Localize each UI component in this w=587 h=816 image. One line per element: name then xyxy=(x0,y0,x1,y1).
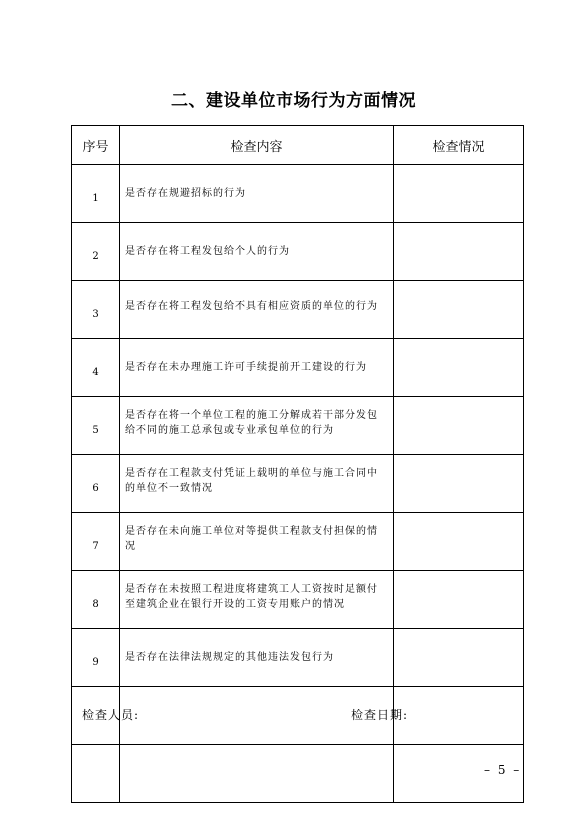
table-header-row xyxy=(72,126,524,165)
table-row xyxy=(72,397,524,455)
row-result-cell[interactable] xyxy=(394,339,524,397)
page-number: – 5 – xyxy=(484,763,522,777)
table-row xyxy=(72,339,524,397)
row-result-cell[interactable] xyxy=(394,629,524,687)
row-number: 9 xyxy=(72,629,120,687)
row-content: 是否存在未按照工程进度将建筑工人工资按时足额付至建筑企业在银行开设的工资专用账户的情况 xyxy=(120,571,394,629)
row-number: 7 xyxy=(72,513,120,571)
row-content: 是否存在未向施工单位对等提供工程款支付担保的情况 xyxy=(120,513,394,571)
table-row-empty xyxy=(72,687,524,745)
row-content: 是否存在将工程发包给不具有相应资质的单位的行为 xyxy=(120,281,394,339)
row-result-cell[interactable] xyxy=(394,687,524,745)
row-number: 8 xyxy=(72,571,120,629)
header-result: 检查情况 xyxy=(394,126,524,165)
row-result-cell[interactable] xyxy=(394,223,524,281)
row-number: 6 xyxy=(72,455,120,513)
row-content: 是否存在法律法规规定的其他违法发包行为 xyxy=(120,629,394,687)
row-number[interactable] xyxy=(72,745,120,803)
row-content: 是否存在工程款支付凭证上载明的单位与施工合同中的单位不一致情况 xyxy=(120,455,394,513)
row-number: 3 xyxy=(72,281,120,339)
inspection-table xyxy=(71,125,524,803)
row-result-cell[interactable] xyxy=(394,455,524,513)
row-content[interactable] xyxy=(120,745,394,803)
header-content: 检查内容 xyxy=(120,126,394,165)
row-number: 4 xyxy=(72,339,120,397)
row-content: 是否存在将一个单位工程的施工分解成若干部分发包给不同的施工总承包或专业承包单位的行为 xyxy=(120,397,394,455)
table-row xyxy=(72,629,524,687)
row-content: 是否存在规避招标的行为 xyxy=(120,165,394,223)
row-content: 是否存在未办理施工许可手续提前开工建设的行为 xyxy=(120,339,394,397)
row-result-cell[interactable] xyxy=(394,165,524,223)
table-row xyxy=(72,281,524,339)
table-row xyxy=(72,571,524,629)
row-result-cell[interactable] xyxy=(394,397,524,455)
row-result-cell[interactable] xyxy=(394,513,524,571)
row-content: 是否存在将工程发包给个人的行为 xyxy=(120,223,394,281)
table-row xyxy=(72,455,524,513)
table-row xyxy=(72,165,524,223)
row-result-cell[interactable] xyxy=(394,571,524,629)
row-number: 2 xyxy=(72,223,120,281)
table-row-empty xyxy=(72,745,524,803)
table-row xyxy=(72,223,524,281)
row-result-cell[interactable] xyxy=(394,281,524,339)
table-row xyxy=(72,513,524,571)
inspection-date-label: 检查日期: xyxy=(351,708,409,722)
row-number: 1 xyxy=(72,165,120,223)
inspector-label: 检查人员: xyxy=(82,708,140,722)
page-title: 二、建设单位市场行为方面情况 xyxy=(171,91,416,111)
row-number: 5 xyxy=(72,397,120,455)
header-number: 序号 xyxy=(72,126,120,165)
